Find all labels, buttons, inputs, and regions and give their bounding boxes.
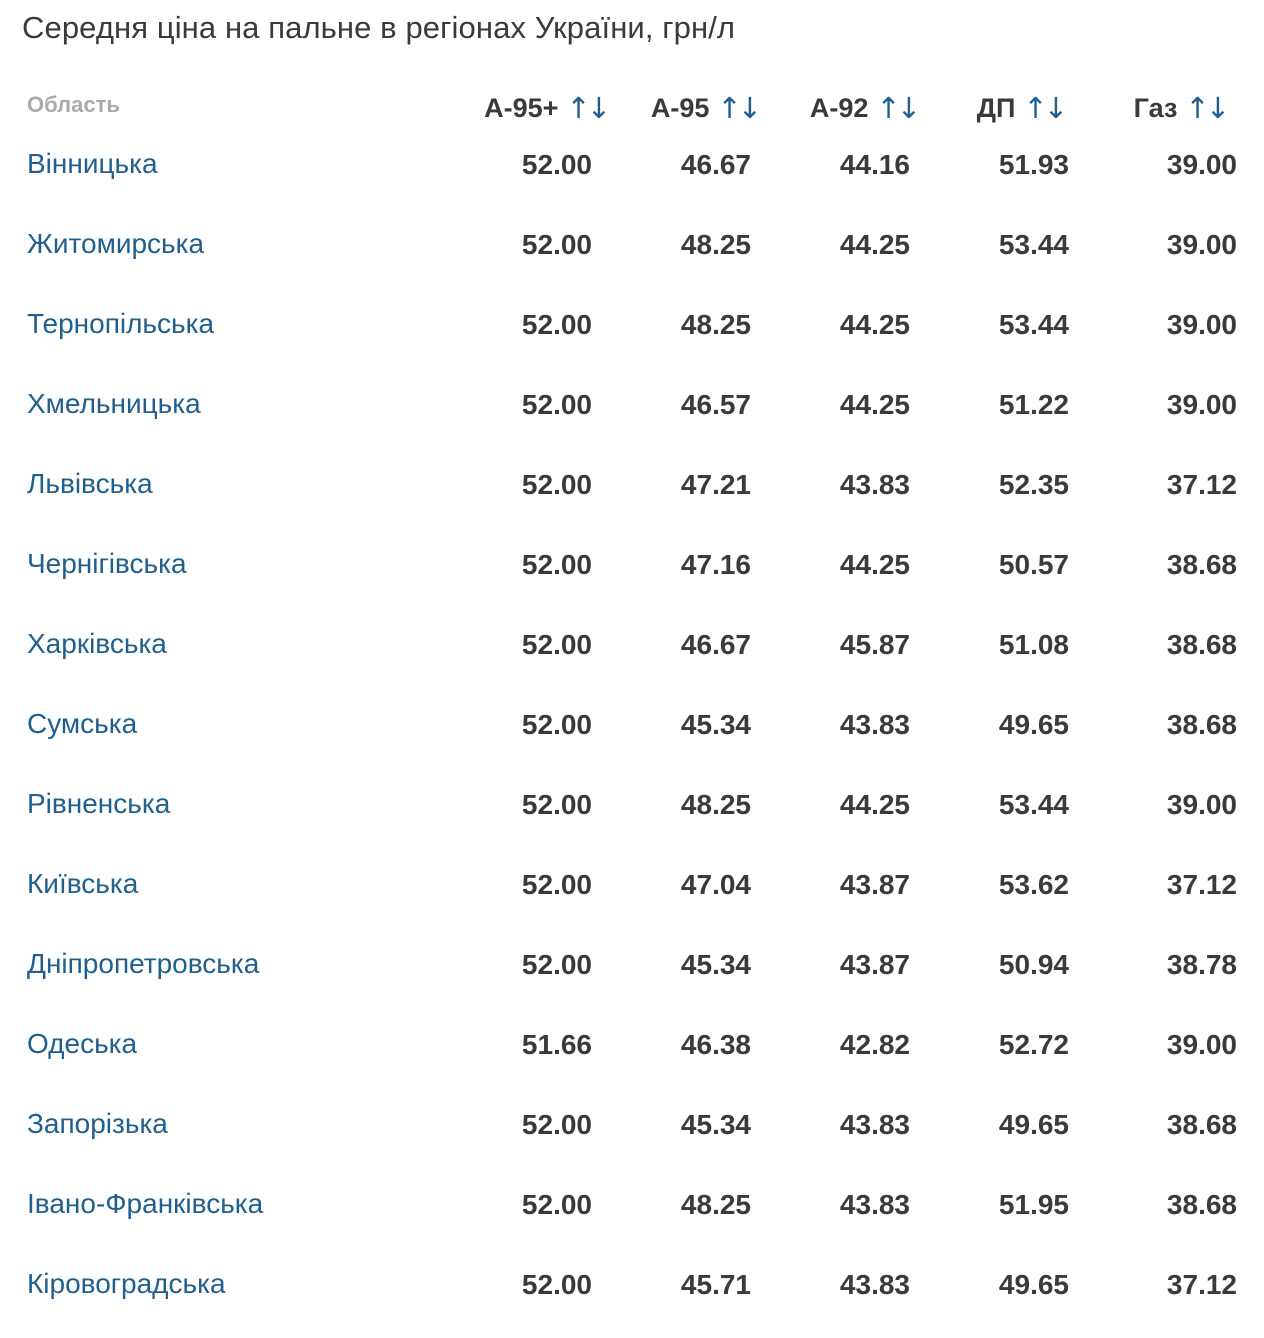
price-a92: 43.87: [839, 949, 910, 980]
price-a92: 44.16: [839, 149, 910, 180]
price-a95plus: 52.00: [521, 629, 592, 660]
region-link[interactable]: Одеська: [27, 1028, 138, 1059]
price-diesel: 52.35: [998, 469, 1069, 500]
sort-header-diesel[interactable]: [977, 90, 1064, 126]
table-row: [0, 538, 1264, 618]
price-a95: 48.25: [680, 789, 751, 820]
region-link[interactable]: Тернопільська: [27, 308, 215, 339]
price-gas: 37.12: [1166, 469, 1237, 500]
sort-arrows-icon[interactable]: ↑↓: [1185, 91, 1226, 125]
table-header-row: [0, 72, 1264, 138]
price-a95: 48.25: [680, 309, 751, 340]
price-a95plus: 52.00: [521, 549, 592, 580]
price-a92: 42.82: [839, 1029, 910, 1060]
price-a92: 43.83: [839, 1269, 910, 1300]
price-a95plus: 52.00: [521, 149, 592, 180]
price-gas: 39.00: [1166, 149, 1237, 180]
table-row: [0, 698, 1264, 778]
price-gas: 38.68: [1166, 1109, 1237, 1140]
price-gas: 39.00: [1166, 389, 1237, 420]
sort-arrows-icon[interactable]: ↑↓: [717, 91, 758, 125]
price-gas: 38.68: [1166, 1189, 1237, 1220]
price-diesel: 51.08: [998, 629, 1069, 660]
region-link[interactable]: Дніпропетровська: [27, 948, 260, 979]
price-a95plus: 52.00: [521, 949, 592, 980]
column-label: А-95+: [484, 93, 559, 123]
price-a95plus: 52.00: [521, 1269, 592, 1300]
price-a95: 46.67: [680, 149, 751, 180]
price-a95plus: 52.00: [521, 389, 592, 420]
price-a95plus: 52.00: [521, 789, 592, 820]
price-a92: 44.25: [839, 309, 910, 340]
price-a92: 44.25: [839, 789, 910, 820]
price-diesel: 51.95: [998, 1189, 1069, 1220]
price-a95: 46.38: [680, 1029, 751, 1060]
price-a95plus: 52.00: [521, 869, 592, 900]
table-row: [0, 858, 1264, 938]
table-row: [0, 298, 1264, 378]
price-a95: 46.67: [680, 629, 751, 660]
price-gas: 38.68: [1166, 549, 1237, 580]
sort-header-gas[interactable]: [1134, 90, 1226, 126]
price-a95plus: 52.00: [521, 1109, 592, 1140]
price-a92: 43.87: [839, 869, 910, 900]
table-row: [0, 778, 1264, 858]
sort-arrows-icon[interactable]: ↑↓: [876, 91, 917, 125]
region-column-header: Область: [27, 92, 120, 117]
region-link[interactable]: Вінницька: [27, 148, 158, 179]
price-a95plus: 52.00: [521, 1189, 592, 1220]
price-diesel: 53.62: [998, 869, 1069, 900]
price-a95plus: 52.00: [521, 469, 592, 500]
sort-arrows-icon[interactable]: ↑↓: [1023, 91, 1064, 125]
price-a92: 44.25: [839, 229, 910, 260]
price-a95: 45.34: [680, 1109, 751, 1140]
price-a95: 45.71: [680, 1269, 751, 1300]
fuel-price-table: [0, 72, 1264, 1338]
price-diesel: 50.57: [998, 549, 1069, 580]
table-row: [0, 1178, 1264, 1258]
table-row: [0, 378, 1264, 458]
column-label: А-92: [809, 93, 869, 123]
page-title: Середня ціна на пальне в регіонах України, грн/л: [22, 10, 736, 45]
table-row: [0, 458, 1264, 538]
region-link[interactable]: Чернігівська: [27, 548, 187, 579]
price-a95: 48.25: [680, 1189, 751, 1220]
region-link[interactable]: Сумська: [27, 708, 138, 739]
price-diesel: 49.65: [998, 709, 1069, 740]
price-a92: 44.25: [839, 549, 910, 580]
price-gas: 39.00: [1166, 1029, 1237, 1060]
price-a92: 43.83: [839, 1109, 910, 1140]
price-a95: 45.34: [680, 949, 751, 980]
price-a92: 43.83: [839, 709, 910, 740]
region-link[interactable]: Харківська: [27, 628, 167, 659]
price-diesel: 50.94: [998, 949, 1069, 980]
region-link[interactable]: Київська: [27, 868, 139, 899]
region-link[interactable]: Львівська: [27, 468, 153, 499]
region-link[interactable]: Хмельницька: [27, 388, 201, 419]
price-diesel: 49.65: [998, 1269, 1069, 1300]
price-gas: 37.12: [1166, 869, 1237, 900]
price-gas: 39.00: [1166, 789, 1237, 820]
price-gas: 38.68: [1166, 629, 1237, 660]
price-a92: 45.87: [839, 629, 910, 660]
price-gas: 38.78: [1166, 949, 1237, 980]
sort-header-a95plus[interactable]: [484, 90, 607, 126]
region-link[interactable]: Кіровоградська: [27, 1268, 226, 1299]
price-gas: 39.00: [1166, 309, 1237, 340]
table-row: [0, 1258, 1264, 1338]
table-row: [0, 938, 1264, 1018]
table-row: [0, 218, 1264, 298]
price-a92: 44.25: [839, 389, 910, 420]
price-a95plus: 52.00: [521, 309, 592, 340]
price-a95: 45.34: [680, 709, 751, 740]
price-a95: 47.21: [680, 469, 751, 500]
region-link[interactable]: Запорізька: [27, 1108, 168, 1139]
price-diesel: 53.44: [998, 229, 1069, 260]
price-a95: 47.16: [680, 549, 751, 580]
table-row: [0, 138, 1264, 218]
sort-header-a95[interactable]: [651, 90, 758, 126]
table-row: [0, 1098, 1264, 1178]
price-gas: 37.12: [1166, 1269, 1237, 1300]
price-a95plus: 52.00: [521, 229, 592, 260]
price-diesel: 51.93: [998, 149, 1069, 180]
price-gas: 38.68: [1166, 709, 1237, 740]
price-diesel: 53.44: [998, 309, 1069, 340]
price-diesel: 52.72: [998, 1029, 1069, 1060]
price-a95plus: 51.66: [521, 1029, 592, 1060]
region-link[interactable]: Івано-Франківська: [27, 1188, 264, 1219]
price-a92: 43.83: [839, 469, 910, 500]
column-label: ДП: [976, 93, 1016, 123]
table-row: [0, 1018, 1264, 1098]
price-a92: 43.83: [839, 1189, 910, 1220]
price-a95: 46.57: [680, 389, 751, 420]
price-gas: 39.00: [1166, 229, 1237, 260]
column-label: Газ: [1133, 93, 1178, 123]
price-a95: 48.25: [680, 229, 751, 260]
sort-header-a92[interactable]: [810, 90, 917, 126]
price-a95: 47.04: [680, 869, 751, 900]
region-link[interactable]: Рівненська: [27, 788, 171, 819]
sort-arrows-icon[interactable]: ↑↓: [566, 91, 607, 125]
column-label: А-95: [650, 93, 710, 123]
price-diesel: 49.65: [998, 1109, 1069, 1140]
region-link[interactable]: Житомирська: [27, 228, 205, 259]
price-a95plus: 52.00: [521, 709, 592, 740]
table-row: [0, 618, 1264, 698]
price-diesel: 51.22: [998, 389, 1069, 420]
price-diesel: 53.44: [998, 789, 1069, 820]
